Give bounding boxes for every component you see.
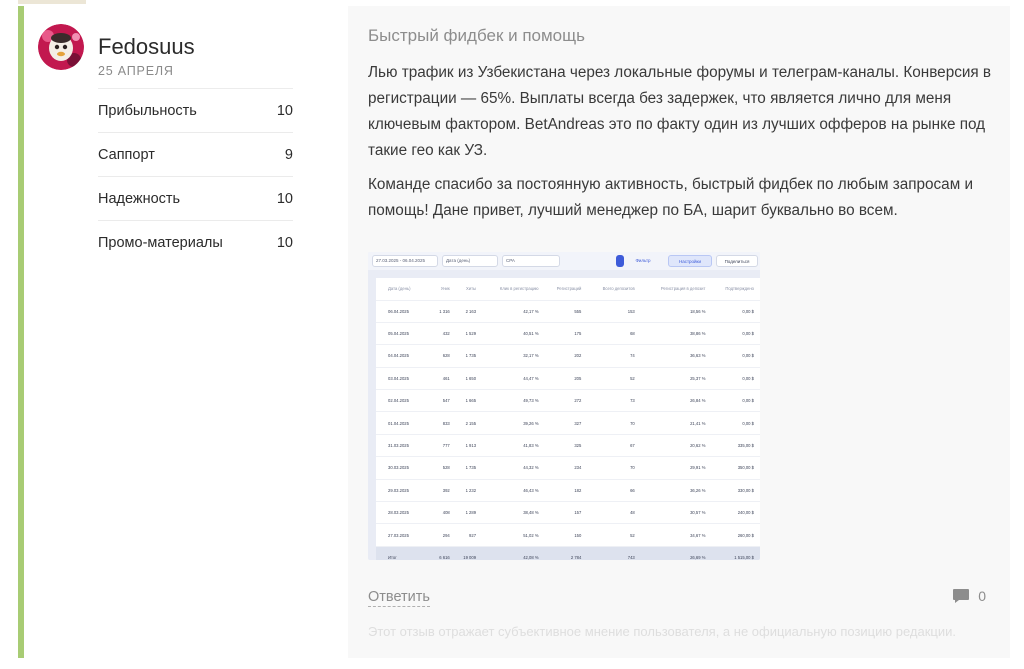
screenshot-cell: 48: [587, 502, 640, 524]
screenshot-cell: 260,00 $: [711, 524, 760, 546]
rating-label: Надежность: [98, 190, 181, 207]
screenshot-cell: 777: [433, 434, 456, 456]
screenshot-metric-filter: CPA: [502, 255, 560, 267]
screenshot-cell: 38,86 %: [641, 322, 712, 344]
comment-icon: [952, 588, 970, 604]
screenshot-cell: 157: [545, 502, 588, 524]
top-tab-indicator: [18, 0, 86, 4]
rating-row-reliability: [98, 176, 293, 220]
screenshot-cell: 330,00 $: [711, 479, 760, 501]
screenshot-cell: 0,00 $: [711, 367, 760, 389]
screenshot-cell: 21,41 %: [641, 412, 712, 434]
rating-row-support: [98, 132, 293, 176]
screenshot-cell: 272: [545, 390, 588, 412]
screenshot-row-date: 02.04.2025: [376, 390, 433, 412]
attached-screenshot[interactable]: [368, 252, 760, 560]
screenshot-cell: 36,26 %: [641, 479, 712, 501]
screenshot-cell: 1 529: [456, 322, 482, 344]
screenshot-total-cell: 2 784: [545, 546, 588, 560]
screenshot-cell: 327: [545, 412, 588, 434]
screenshot-cell: 41,83 %: [482, 434, 545, 456]
screenshot-table-row: [376, 434, 760, 456]
screenshot-row-date: 04.04.2025: [376, 345, 433, 367]
screenshot-toolbar: [368, 252, 760, 270]
screenshot-cell: 70: [587, 412, 640, 434]
screenshot-cell: 68: [587, 322, 640, 344]
screenshot-table-row: [376, 412, 760, 434]
screenshot-cell: 2 163: [456, 300, 482, 322]
screenshot-row-date: 06.04.2025: [376, 300, 433, 322]
screenshot-table-row: [376, 524, 760, 546]
screenshot-date-filter: Дата (день): [442, 255, 498, 267]
screenshot-cell: 927: [456, 524, 482, 546]
screenshot-table-header: [376, 278, 760, 300]
review-paragraph: Лью трафик из Узбекистана через локальные форумы и телеграм-каналы. Конверсия в регистрации — 65%. Выплаты всегда без задержек, что является лично для меня ключевым фактором. BetAndreas это по факту один из лучших офферов на рынке под такие гео как УЗ.: [368, 64, 992, 159]
screenshot-date-range: 27.03.2025 - 06.04.2025: [372, 255, 438, 267]
screenshot-cell: 202: [545, 345, 588, 367]
screenshot-cell: 1 232: [456, 479, 482, 501]
screenshot-cell: 34,67 %: [641, 524, 712, 546]
disclaimer: Этот отзыв отражает субъективное мнение пользователя, а не официальную позицию редакции.: [368, 624, 956, 639]
review-body: [368, 60, 998, 232]
screenshot-total-cell: 26,69 %: [641, 546, 712, 560]
screenshot-cell: 49,73 %: [482, 390, 545, 412]
screenshot-cell: 1 735: [456, 345, 482, 367]
reply-link[interactable]: Ответить: [368, 589, 430, 605]
screenshot-cell: 240,00 $: [711, 502, 760, 524]
rating-label: Прибыльность: [98, 102, 197, 119]
rating-value: 10: [276, 234, 293, 251]
screenshot-cell: 150: [545, 524, 588, 546]
screenshot-table-row: [376, 457, 760, 479]
screenshot-cell: 73: [587, 390, 640, 412]
rating-label: Саппорт: [98, 146, 155, 163]
screenshot-table-row: [376, 300, 760, 322]
screenshot-row-date: 29.03.2025: [376, 479, 433, 501]
screenshot-filter-button: Фильтр: [635, 258, 651, 263]
ratings-list: [98, 88, 293, 264]
screenshot-cell: 432: [433, 322, 456, 344]
screenshot-total-cell: 743: [587, 546, 640, 560]
rating-row-profitability: [98, 88, 293, 132]
screenshot-cell: 1 316: [433, 300, 456, 322]
screenshot-table-row: [376, 345, 760, 367]
screenshot-column-header: Регистрация в депозит: [660, 286, 706, 292]
rating-row-promo-materials: [98, 220, 293, 264]
screenshot-cell: 1 665: [456, 390, 482, 412]
screenshot-cell: 325: [545, 434, 588, 456]
screenshot-cell: 461: [433, 367, 456, 389]
screenshot-cell: 175: [545, 322, 588, 344]
screenshot-cell: 234: [545, 457, 588, 479]
screenshot-cell: 547: [433, 390, 456, 412]
screenshot-cell: 18,56 %: [641, 300, 712, 322]
comment-count-value: 0: [978, 588, 986, 604]
screenshot-cell: 46,43 %: [482, 479, 545, 501]
screenshot-cell: 36,63 %: [641, 345, 712, 367]
screenshot-cell: 32,17 %: [482, 345, 545, 367]
avatar-image-icon: [38, 24, 84, 70]
screenshot-cell: 1 650: [456, 367, 482, 389]
screenshot-cell: 335,00 $: [711, 434, 760, 456]
screenshot-column-header: Хиты: [465, 286, 477, 292]
screenshot-total-cell: 1 515,00 $: [711, 546, 760, 560]
screenshot-cell: 408: [433, 502, 456, 524]
screenshot-cell: 182: [545, 479, 588, 501]
screenshot-cell: 51,02 %: [482, 524, 545, 546]
screenshot-row-date: 31.03.2025: [376, 434, 433, 456]
screenshot-cell: 555: [545, 300, 588, 322]
screenshot-cell: 833: [433, 412, 456, 434]
screenshot-cell: 30,57 %: [641, 502, 712, 524]
screenshot-total-cell: 19 009: [456, 546, 482, 560]
screenshot-total-row: [376, 546, 760, 560]
rating-value: 9: [284, 146, 293, 163]
screenshot-column-header: Регистраций: [556, 286, 582, 292]
screenshot-row-date: 05.04.2025: [376, 322, 433, 344]
screenshot-cell: 40,51 %: [482, 322, 545, 344]
screenshot-settings-button: Настройки: [668, 255, 712, 267]
author-name[interactable]: Fedosuus: [98, 34, 195, 59]
screenshot-cell: 392: [433, 479, 456, 501]
screenshot-column-header: Подтверждено: [725, 286, 754, 292]
screenshot-row-date: 27.03.2025: [376, 524, 433, 546]
review-date: 25 АПРЕЛЯ: [98, 64, 174, 78]
review-card: [18, 6, 1010, 658]
screenshot-cell: 153: [587, 300, 640, 322]
screenshot-column-header: Дата (день): [388, 286, 411, 292]
screenshot-cell: 44,47 %: [482, 367, 545, 389]
avatar[interactable]: [38, 24, 84, 70]
screenshot-cell: 294: [433, 524, 456, 546]
rating-value: 10: [276, 190, 293, 207]
screenshot-column-header: Уник: [440, 286, 450, 292]
screenshot-cell: 26,84 %: [641, 390, 712, 412]
screenshot-row-date: 28.03.2025: [376, 502, 433, 524]
screenshot-cell: 0,00 $: [711, 300, 760, 322]
screenshot-cell: 74: [587, 345, 640, 367]
screenshot-column-header: Всего депозитов: [602, 286, 635, 292]
screenshot-cell: 70: [587, 457, 640, 479]
screenshot-cell: 1 735: [456, 457, 482, 479]
screenshot-table-row: [376, 390, 760, 412]
screenshot-cell: 0,00 $: [711, 345, 760, 367]
review-paragraph: Команде спасибо за постоянную активность, быстрый фидбек по любым запросам и помощь! Дане привет, лучший менеджер по БА, шарит буквально во всем.: [368, 176, 974, 219]
screenshot-table-row: [376, 502, 760, 524]
screenshot-cell: 29,91 %: [641, 457, 712, 479]
screenshot-cell: 528: [433, 457, 456, 479]
review-content-panel: [348, 6, 1010, 658]
screenshot-cell: 25,37 %: [641, 367, 712, 389]
screenshot-row-date: 03.04.2025: [376, 367, 433, 389]
screenshot-cell: 0,00 $: [711, 412, 760, 434]
screenshot-cell: 205: [545, 367, 588, 389]
screenshot-table-row: [376, 479, 760, 501]
screenshot-table-row: [376, 367, 760, 389]
rating-value: 10: [276, 102, 293, 119]
comment-count[interactable]: [952, 588, 986, 604]
screenshot-cell: 2 155: [456, 412, 482, 434]
screenshot-column-header: Клик в регистрацию: [499, 286, 539, 292]
screenshot-table-body: [376, 300, 760, 560]
screenshot-cell: 39,26 %: [482, 412, 545, 434]
screenshot-cell: 52: [587, 524, 640, 546]
screenshot-cell: 67: [587, 434, 640, 456]
screenshot-cell: 20,62 %: [641, 434, 712, 456]
screenshot-cell: 66: [587, 479, 640, 501]
screenshot-cell: 44,32 %: [482, 457, 545, 479]
screenshot-checkbox-icon: [616, 255, 624, 267]
screenshot-table-row: [376, 322, 760, 344]
screenshot-row-date: 30.03.2025: [376, 457, 433, 479]
screenshot-stats-table: [376, 278, 760, 560]
screenshot-cell: 38,48 %: [482, 502, 545, 524]
screenshot-cell: 0,00 $: [711, 322, 760, 344]
screenshot-total-cell: 42,08 %: [482, 546, 545, 560]
screenshot-cell: 350,00 $: [711, 457, 760, 479]
screenshot-share-button: Поделиться: [716, 255, 758, 267]
screenshot-total-cell: Итог: [376, 546, 433, 560]
screenshot-cell: 628: [433, 345, 456, 367]
screenshot-cell: 1 289: [456, 502, 482, 524]
screenshot-row-date: 01.04.2025: [376, 412, 433, 434]
review-accent-bar: [18, 6, 24, 658]
rating-label: Промо-материалы: [98, 234, 223, 251]
screenshot-cell: 42,17 %: [482, 300, 545, 322]
screenshot-cell: 1 913: [456, 434, 482, 456]
screenshot-total-cell: 6 616: [433, 546, 456, 560]
screenshot-cell: 0,00 $: [711, 390, 760, 412]
review-title: Быстрый фидбек и помощь: [368, 26, 585, 45]
screenshot-cell: 52: [587, 367, 640, 389]
